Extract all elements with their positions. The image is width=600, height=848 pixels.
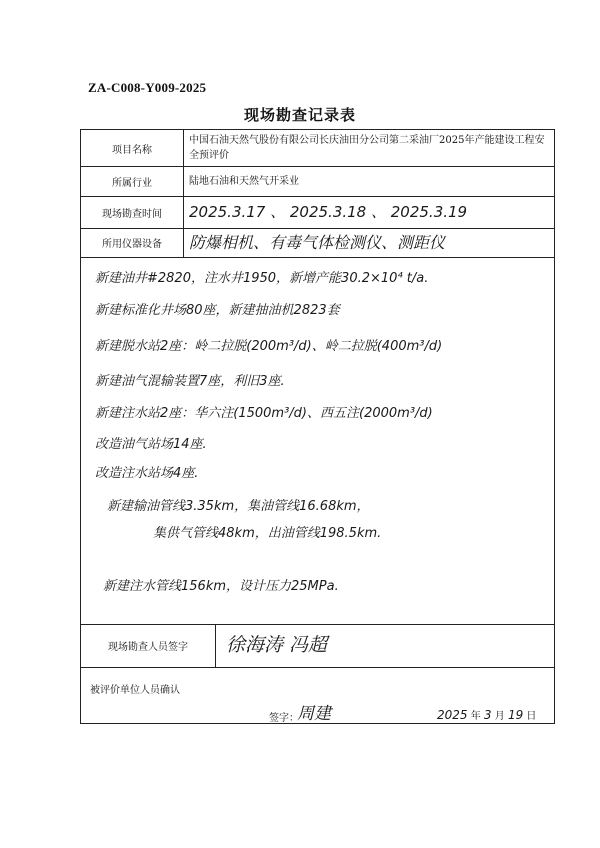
equipment-label: 所用仪器设备 xyxy=(81,228,184,257)
note-line: 新建注水站2座：华六注(1500m³/d)、西五注(2000m³/d) xyxy=(95,406,433,421)
project-name-label: 项目名称 xyxy=(81,130,184,166)
note-line: 新建输油管线3.35km，集油管线16.68km， xyxy=(107,499,370,514)
industry-label: 所属行业 xyxy=(81,166,184,196)
unit-confirmation-label: 被评价单位人员确认 xyxy=(90,685,180,696)
survey-notes xyxy=(81,257,554,625)
note-line: 改造注水站场4座. xyxy=(95,466,199,481)
note-line: 改造油气站场14座. xyxy=(95,437,207,452)
equipment-row xyxy=(81,228,554,258)
surveyor-signatures: 徐海涛 冯超 xyxy=(226,634,328,656)
note-line: 新建油气混输装置7座，利旧3座. xyxy=(95,374,285,389)
document-code: ZA-C008-Y009-2025 xyxy=(88,80,207,95)
date-day: 19 xyxy=(507,708,524,722)
industry-value: 陆地石油和天然气开采业 xyxy=(189,175,299,187)
note-line: 集供气管线48km，出油管线198.5km. xyxy=(153,526,382,541)
note-line: 新建脱水站2座：岭二拉脱(200m³/d)、岭二拉脱(400m³/d) xyxy=(95,339,443,354)
survey-time-label: 现场勘查时间 xyxy=(81,196,184,228)
confirmation-signature: 周建 xyxy=(297,704,331,724)
date-year-unit: 年 xyxy=(470,711,481,722)
note-line: 新建注水管线156km，设计压力25MPa. xyxy=(103,579,339,594)
column-divider xyxy=(215,624,216,667)
survey-time-value: 2025.3.17 、 2025.3.18 、 2025.3.19 xyxy=(189,202,468,221)
signature-label: 签字： xyxy=(269,713,299,724)
page-title: 现场勘查记录表 xyxy=(243,106,356,124)
date-month-unit: 月 xyxy=(494,711,505,722)
equipment-value: 防爆相机、有毒气体检测仪、测距仪 xyxy=(189,233,446,252)
date-year: 2025 xyxy=(437,708,468,722)
date-day-unit: 日 xyxy=(526,711,537,722)
note-line: 新建油井#2820，注水井1950，新增产能30.2×10⁴ t/a. xyxy=(95,271,429,286)
survey-time-row xyxy=(81,196,554,229)
note-line: 新建标准化井场80座，新建抽油机2823套 xyxy=(95,303,340,318)
surveyor-signature-label: 现场勘查人员签字 xyxy=(108,642,188,653)
date-month: 3 xyxy=(483,708,492,722)
project-name-value: 中国石油天然气股份有限公司长庆油田分公司第二采油厂2025年产能建设工程安全预评价 xyxy=(189,135,545,161)
surveyor-signature-row xyxy=(81,624,554,668)
industry-row xyxy=(81,166,554,197)
record-form xyxy=(80,129,555,724)
confirmation-date xyxy=(437,707,536,722)
project-name-row xyxy=(81,130,554,167)
unit-confirmation-section xyxy=(81,667,554,723)
